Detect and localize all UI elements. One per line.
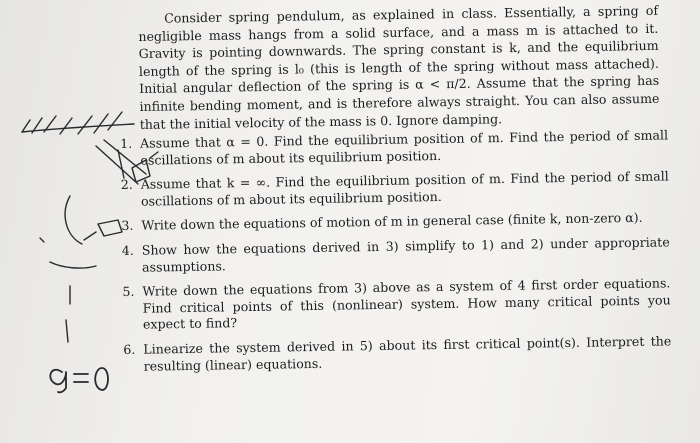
problem-text: Write down the equations of motion of m in general case (finite k, non-zero α). — [141, 210, 643, 234]
problem-number: 4. — [121, 242, 134, 258]
problem-text: Assume that α = 0. Find the equilibrium position of m. Find the period of small oscillations of m about its equilibrium position. — [139, 127, 669, 168]
problem-number: 6. — [123, 341, 136, 357]
problem-text: Linearize the system derived in 5) about its first critical point(s). Interpret the resulting (linear) equations. — [143, 333, 672, 374]
problem-item-3 — [121, 210, 669, 235]
problem-item-2 — [121, 169, 669, 211]
vertical-line-sketch — [66, 320, 68, 342]
alpha-equals-zero-note — [50, 368, 108, 392]
problem-number: 1. — [120, 135, 133, 151]
problem-number: 3. — [121, 218, 134, 234]
ceiling-hatch-sketch — [22, 112, 134, 134]
problem-number: 5. — [122, 283, 135, 300]
problem-text: Show how the equations derived in 3) simplify to 1) and 2) under appropriate assumptions. — [141, 234, 670, 275]
pendulum-arc-sketch — [40, 196, 122, 268]
problem-item-1 — [120, 127, 668, 169]
problem-text: Write down the equations from 3) above as a system of 4 first order equations. Find critical points of this (nonlinear) system. How many critical points you expect to find? — [142, 275, 671, 333]
problem-number: 2. — [120, 176, 133, 193]
problem-item-5 — [122, 276, 671, 334]
problem-text: Assume that k = ∞. Find the equilibrium position of m. Find the period of small oscillations of m about its equilibrium position. — [140, 168, 669, 209]
problem-introduction: Consider spring pendulum, as explained in class. Essentially, a spring of negligible mass hangs from a solid surface, and a mass m is attached to it. Gravity is pointing downwards. The spring constant is k, and the equilibrium length of the spring is l₀ (this is length of the spring without mass attached). Initial angular deflection of the spring is α < π/2. Assume that the spring has infinite bending moment, and is therefore always straight. You can also assume that the initial velocity of the mass is 0. Ignore damping. — [138, 2, 660, 132]
problem-list — [120, 127, 672, 383]
problem-item-6 — [123, 333, 671, 375]
problem-item-4 — [122, 234, 670, 276]
